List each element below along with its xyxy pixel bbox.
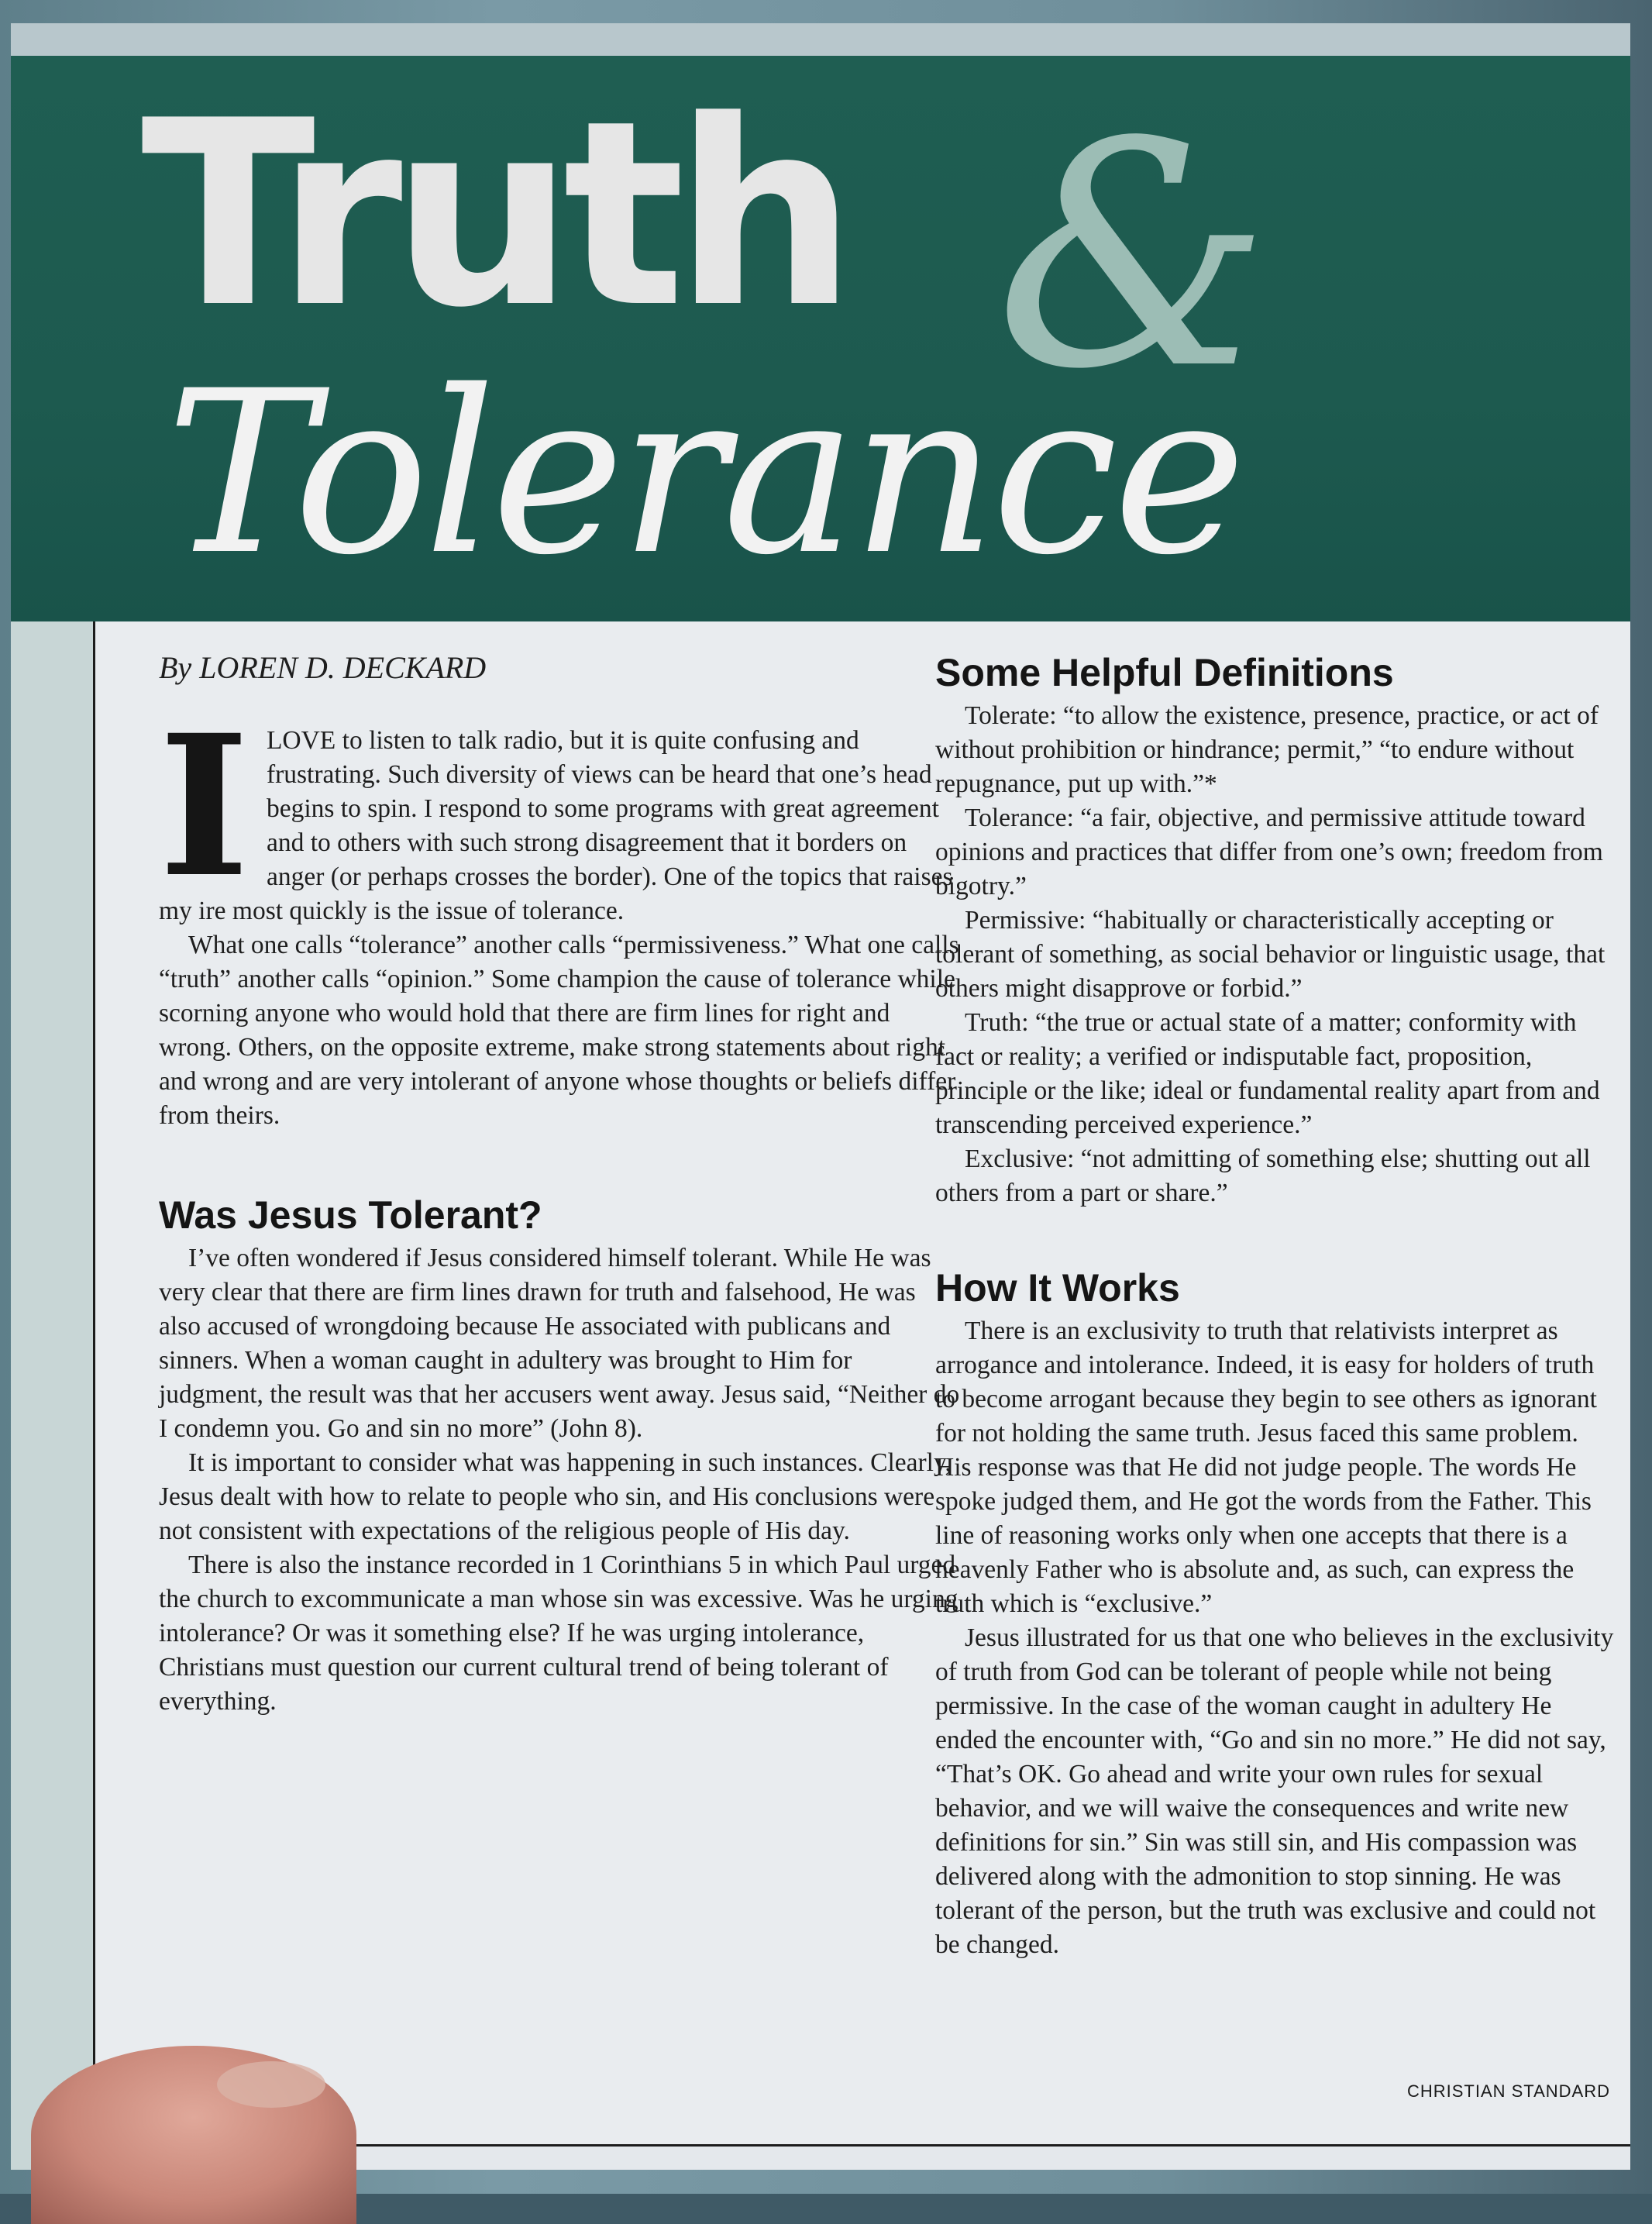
- title-word-tolerance: Tolerance: [166, 343, 1242, 604]
- left-margin-strip: [11, 621, 93, 2170]
- drop-cap: I: [159, 692, 250, 920]
- thumbnail: [217, 2061, 325, 2108]
- magazine-page: [11, 23, 1630, 2170]
- jesus-paragraph-3: There is also the instance recorded in 1 Corinthians 5 in which Paul urged the church to excommunicate a man whose sin was excessive. Was he urging intolerance? Or was it something else? If he was urging intolerance, Christians must question our current cultural trend of being tolerant of everything.: [159, 1551, 959, 1716]
- page-top-band: [11, 23, 1630, 56]
- byline: By LOREN D. DECKARD: [159, 650, 487, 685]
- definition-permissive: Permissive: “habitually or characteristically accepting or tolerant of something, as social behavior or linguistic usage, that others might disapprove or forbid.”: [935, 906, 1606, 1003]
- title-ampersand: &: [995, 77, 1272, 437]
- heading-how-it-works: How It Works: [935, 1266, 1180, 1310]
- definition-exclusive: Exclusive: “not admitting of something else; shutting out all others from a part or share.”: [935, 1145, 1591, 1207]
- definition-tolerate: Tolerate: “to allow the existence, presence, practice, or act of without prohibition or hindrance; permit,” “to endure without repugnance, put up with.”*: [935, 701, 1599, 798]
- works-paragraph-2: Jesus illustrated for us that one who believes in the exclusivity of truth from God can be tolerant of people while not being permissive. In the case of the woman caught in adultery He ended the encounter with, “Go and sin no more.” He did not say, “That’s OK. Go ahead and write your own rules for sexual behavior, and we will waive the consequences and write new definitions for sin.” Sin was still sin, and His compassion was delivered along with the admonition to stop sinning. He was tolerant of the person, but the truth was exclusive and could not be changed.: [935, 1623, 1614, 1959]
- right-column: [935, 651, 1617, 1962]
- title-banner: [11, 56, 1630, 621]
- left-column: [159, 651, 962, 1719]
- intro-paragraph-1-text: LOVE to listen to talk radio, but it is quite confusing and frustrating. Such diversity of views can be heard that one’s head begins to spin. I respond to some programs with great agreement and to others with such strong disagreement that it borders on anger (or perhaps crosses the border). One of the topics that raises my ire most quickly is the issue of tolerance.: [159, 726, 953, 925]
- definition-truth: Truth: “the true or actual state of a matter; conformity with fact or reality; a verified or indisputable fact, proposition, principle or the like; ideal or fundamental reality apart from and transcending perceived experience.”: [935, 1008, 1600, 1139]
- title-word-truth: Truth: [141, 66, 846, 363]
- article-body: [93, 621, 1630, 2147]
- magazine-name: CHRISTIAN STANDARD: [1406, 2081, 1610, 2101]
- definition-tolerance: Tolerance: “a fair, objective, and permissive attitude toward opinions and practices that differ from one’s own; freedom from bigotry.”: [935, 804, 1603, 900]
- heading-was-jesus-tolerant: Was Jesus Tolerant?: [159, 1193, 542, 1237]
- jesus-paragraph-2: It is important to consider what was happening in such instances. Clearly, Jesus dealt with how to relate to people who sin, and His conclusions were not consistent with expectations of the religious people of His day.: [159, 1448, 952, 1545]
- intro-paragraph-1: [159, 692, 962, 928]
- heading-some-helpful-definitions: Some Helpful Definitions: [935, 651, 1394, 694]
- jesus-paragraph-1: I’ve often wondered if Jesus considered himself tolerant. While He was very clear that there are firm lines drawn for truth and falsehood, He was also accused of wrongdoing because He associated with publicans and sinners. When a woman caught in adultery was brought to Him for judgment, the result was that her accusers went away. Jesus said, “Neither do I condemn you. Go and sin no more” (John 8).: [159, 1244, 960, 1443]
- works-paragraph-1: There is an exclusivity to truth that relativists interpret as arrogance and intolerance. Indeed, it is easy for holders of truth to become arrogant because they begin to see others as ignorant for not holding the same truth. Jesus faced this same problem. His response was that He did not judge people. The words He spoke judged them, and He got the words from the Father. This line of reasoning works only when one accepts that there is a heavenly Father who is absolute and, as such, can express the truth which is “exclusive.”: [935, 1317, 1597, 1618]
- intro-paragraph-2: What one calls “tolerance” another calls “permissiveness.” What one calls “truth” another calls “opinion.” Some champion the cause of tolerance while scorning anyone who would hold that there are firm lines for right and wrong. Others, on the opposite extreme, make strong statements about right and wrong and are very intolerant of anyone whose thoughts or beliefs differ from theirs.: [159, 931, 959, 1130]
